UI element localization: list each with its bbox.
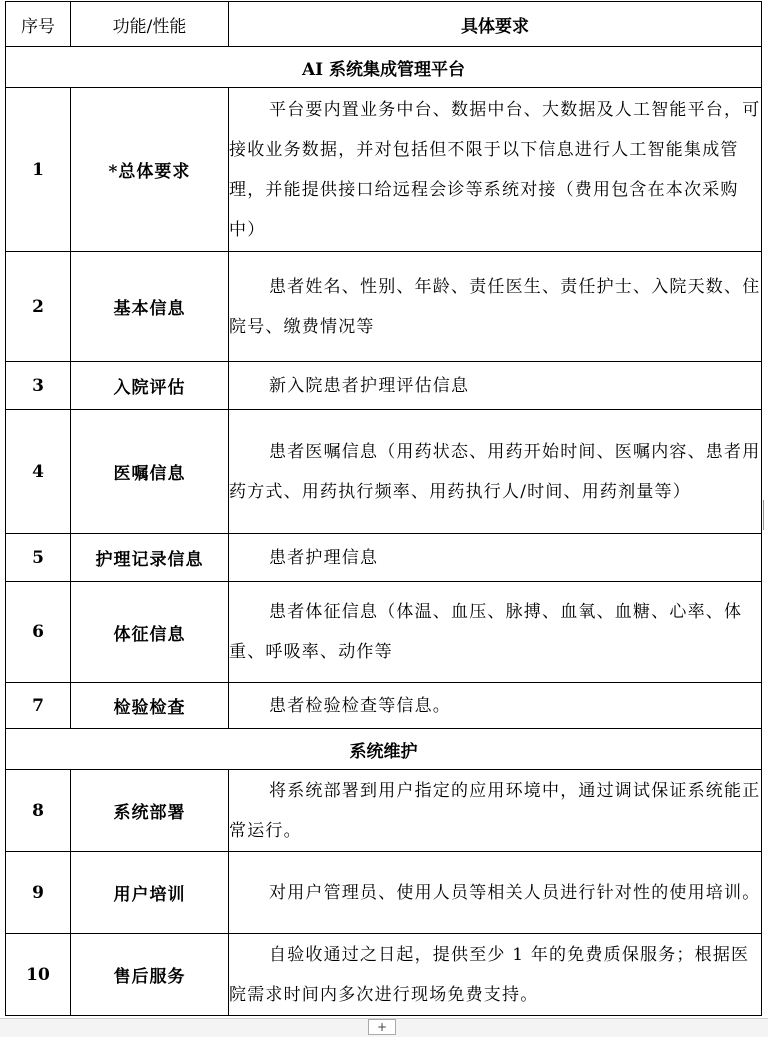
section-title: 系统维护 [6, 729, 762, 770]
table-row [6, 683, 762, 729]
row-requirement-text: 自验收通过之日起，提供至少 1 年的免费质保服务；根据医院需求时间内多次进行现场免费支持。 [229, 944, 750, 1005]
requirements-table [5, 1, 762, 1016]
row-number: 10 [6, 934, 71, 1016]
row-number: 1 [6, 88, 71, 252]
row-function: 体征信息 [71, 582, 229, 683]
row-function: 检验检查 [71, 683, 229, 729]
row-requirement-text: 患者姓名、性别、年龄、责任医生、责任护士、入院天数、住院号、缴费情况等 [229, 276, 761, 337]
row-function: 入院评估 [71, 362, 229, 410]
row-requirement-text: 患者检验检查等信息。 [269, 695, 451, 716]
row-requirement-text: 将系统部署到用户指定的应用环境中，通过调试保证系统能正常运行。 [229, 780, 761, 841]
row-requirement-text: 新入院患者护理评估信息 [269, 375, 470, 396]
row-requirement-text: 对用户管理员、使用人员等相关人员进行针对性的使用培训。 [269, 882, 761, 903]
row-function: 护理记录信息 [71, 534, 229, 582]
row-requirement [229, 582, 762, 683]
header-function: 功能/性能 [71, 2, 229, 47]
row-requirement [229, 410, 762, 534]
row-number: 6 [6, 582, 71, 683]
row-function: *总体要求 [71, 88, 229, 252]
row-requirement [229, 683, 762, 729]
row-requirement [229, 252, 762, 362]
row-requirement [229, 88, 762, 252]
header-requirement: 具体要求 [229, 2, 762, 47]
table-row [6, 934, 762, 1016]
row-number: 4 [6, 410, 71, 534]
row-function: 基本信息 [71, 252, 229, 362]
row-number: 8 [6, 770, 71, 852]
row-number: 3 [6, 362, 71, 410]
row-requirement-text: 患者护理信息 [269, 547, 379, 568]
table-row [6, 770, 762, 852]
table-row [6, 252, 762, 362]
row-number: 2 [6, 252, 71, 362]
row-requirement [229, 934, 762, 1016]
section-row-ai-platform [6, 47, 762, 88]
add-row-button[interactable]: + [368, 1019, 396, 1035]
table-row [6, 534, 762, 582]
row-requirement [229, 770, 762, 852]
row-function: 医嘱信息 [71, 410, 229, 534]
row-number: 7 [6, 683, 71, 729]
section-row-maintenance [6, 729, 762, 770]
row-requirement-text: 患者体征信息（体温、血压、脉搏、血氧、血糖、心率、体重、呼吸率、动作等 [229, 602, 743, 662]
section-title: AI 系统集成管理平台 [6, 47, 762, 88]
row-function: 用户培训 [71, 852, 229, 934]
table-header-row [6, 2, 762, 47]
table-resize-handle[interactable] [763, 500, 768, 530]
row-requirement-text: 平台要内置业务中台、数据中台、大数据及人工智能平台，可接收业务数据，并对包括但不限于以下信息进行人工智能集成管理，并能提供接口给远程会诊等系统对接（费用包含在本次采购中） [229, 99, 761, 240]
row-requirement [229, 362, 762, 410]
row-number: 5 [6, 534, 71, 582]
table-row [6, 852, 762, 934]
table-row [6, 582, 762, 683]
row-requirement-text: 患者医嘱信息（用药状态、用药开始时间、医嘱内容、患者用药方式、用药执行频率、用药执行人/时间、用药剂量等） [229, 441, 761, 502]
table-row [6, 88, 762, 252]
row-requirement [229, 852, 762, 934]
row-function: 系统部署 [71, 770, 229, 852]
header-no: 序号 [6, 2, 71, 47]
row-number: 9 [6, 852, 71, 934]
table-row [6, 362, 762, 410]
row-requirement [229, 534, 762, 582]
table-row [6, 410, 762, 534]
row-function: 售后服务 [71, 934, 229, 1016]
